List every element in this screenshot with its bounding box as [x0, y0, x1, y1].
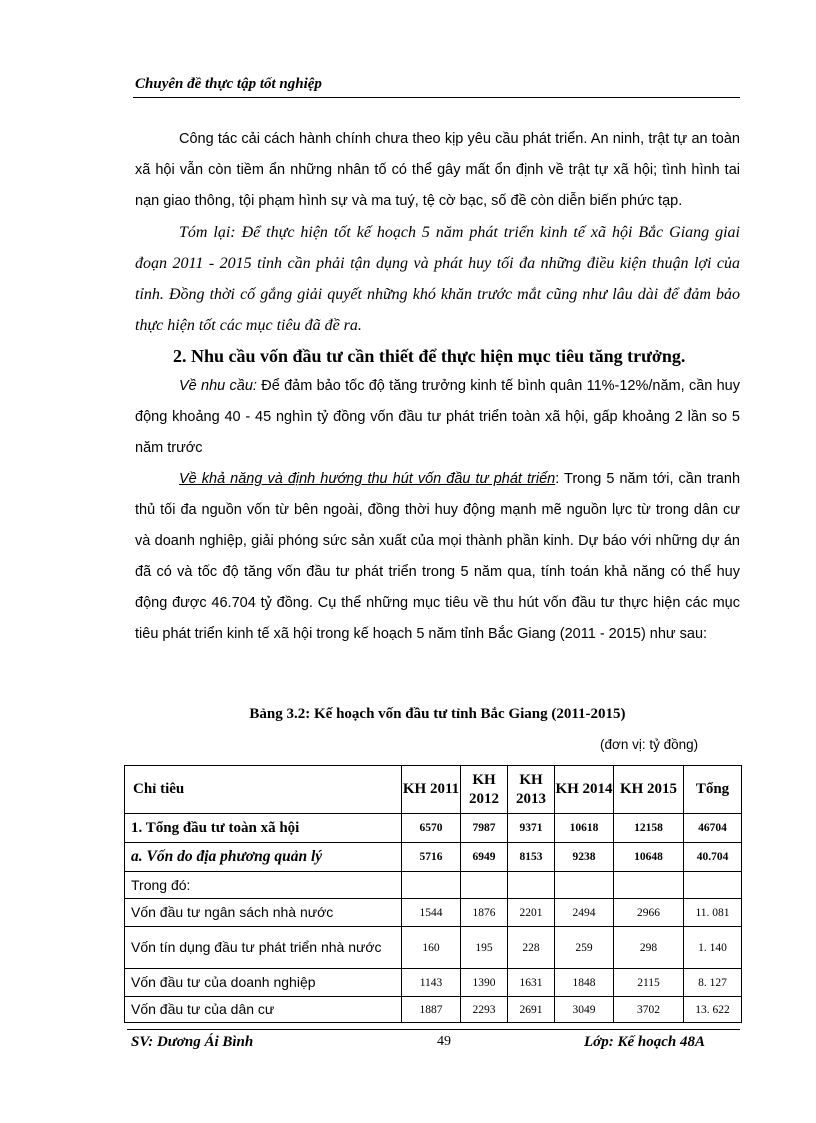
table-cell	[461, 872, 508, 899]
table-cell: 8. 127	[684, 969, 742, 997]
table-cell	[402, 872, 461, 899]
table-row	[125, 969, 742, 997]
table-cell: 195	[461, 927, 508, 969]
table-cell	[555, 872, 614, 899]
footer-student: SV: Dương Ái Bình	[131, 1034, 254, 1050]
table-cell: 2494	[555, 899, 614, 927]
table-cell: 11. 081	[684, 899, 742, 927]
table-cell: 10648	[614, 843, 684, 872]
paragraph-capacity	[135, 464, 740, 650]
table-unit: (đơn vị: tỷ đồng)	[600, 737, 699, 752]
demand-body: Để đảm bảo tốc độ tăng trưởng kinh tế bình quân 11%-12%/năm, cần huy động khoảng 40 - 45 nghìn tỷ đồng vốn đầu tư phát triển toàn xã hội, gấp khoảng 2 lần so 5 năm trước	[135, 378, 740, 456]
table-cell: 3702	[614, 997, 684, 1023]
table-row	[125, 872, 742, 899]
table-cell: 1544	[402, 899, 461, 927]
page-number: 49	[437, 1034, 451, 1049]
investment-table	[124, 765, 742, 1023]
table-row	[125, 814, 742, 843]
header-divider	[133, 97, 740, 98]
section-heading: 2. Nhu cầu vốn đầu tư cần thiết để thực hiện mục tiêu tăng trưởng.	[173, 346, 686, 366]
table-cell: 1887	[402, 997, 461, 1023]
paragraph-demand	[135, 371, 740, 464]
table-cell: 228	[508, 927, 555, 969]
demand-lead: Về nhu cầu:	[179, 378, 257, 394]
table-row	[125, 997, 742, 1023]
table-row	[125, 927, 742, 969]
table-cell: 2115	[614, 969, 684, 997]
table-cell: 7987	[461, 814, 508, 843]
table-cell	[684, 872, 742, 899]
table-cell: 1390	[461, 969, 508, 997]
table-cell: 1. 140	[684, 927, 742, 969]
table-cell: 259	[555, 927, 614, 969]
table-cell: 2201	[508, 899, 555, 927]
header-cell: Tổng	[684, 766, 742, 814]
paragraph-admin-reform: Công tác cải cách hành chính chưa theo kịp yêu cầu phát triển. An ninh, trật tự an toàn xã hội vẫn còn tiềm ẩn những nhân tố có thể gây mất ổn định về trật tự xã hội; tình hình tai nạn giao thông, tội phạm hình sự và ma tuý, tệ cờ bạc, số đề còn diễn biến phức tạp.	[135, 131, 740, 209]
table-cell: 6949	[461, 843, 508, 872]
table-cell: 5716	[402, 843, 461, 872]
table-cell: 46704	[684, 814, 742, 843]
table-cell: 6570	[402, 814, 461, 843]
table-cell: 1848	[555, 969, 614, 997]
row-label: Vốn đầu tư của dân cư	[125, 997, 402, 1023]
document-header-title: Chuyên đề thực tập tốt nghiệp	[135, 76, 322, 92]
header-cell: Chỉ tiêu	[125, 766, 402, 814]
table-cell: 13. 622	[684, 997, 742, 1023]
table-cell: 3049	[555, 997, 614, 1023]
table-cell	[508, 872, 555, 899]
capacity-lead: Về khả năng và định hướng thu hút vốn đầu tư phát triển	[179, 471, 556, 487]
table-cell	[614, 872, 684, 899]
header-cell: KH 2015	[614, 766, 684, 814]
table-row	[125, 843, 742, 872]
table-cell: 160	[402, 927, 461, 969]
header-cell: KH 2012	[461, 766, 508, 814]
table-cell: 1876	[461, 899, 508, 927]
footer-class: Lớp: Kế hoạch 48A	[584, 1034, 705, 1050]
row-label: 1. Tổng đầu tư toàn xã hội	[125, 814, 402, 843]
header-cell: KH 2011	[402, 766, 461, 814]
table-cell: 9371	[508, 814, 555, 843]
table-cell: 2293	[461, 997, 508, 1023]
header-cell: KH 2014	[555, 766, 614, 814]
capacity-body: : Trong 5 năm tới, cần tranh thủ tối đa nguồn vốn từ bên ngoài, đồng thời huy động mạnh mẽ nguồn lực từ trong dân cư và doanh nghiệp, giải phóng sức sản xuất của mọi thành phần kinh. Dự báo với những dự án đã có và tốc độ tăng vốn đầu tư phát triển trong 5 năm qua, tính toán khả năng có thể huy động được 46.704 tỷ đồng. Cụ thể những mục tiêu về thu hút vốn đầu tư thực hiện các mục tiêu phát triển kinh tế xã hội trong kế hoạch 5 năm tỉnh Bắc Giang (2011 - 2015) như sau:	[135, 471, 741, 642]
table-cell: 12158	[614, 814, 684, 843]
table-header-row	[125, 766, 742, 814]
table-cell: 8153	[508, 843, 555, 872]
row-label: Vốn đầu tư của doanh nghiệp	[125, 969, 402, 997]
row-label: Trong đó:	[125, 872, 402, 899]
table-cell: 9238	[555, 843, 614, 872]
table-caption: Bảng 3.2: Kế hoạch vốn đầu tư tỉnh Bắc Giang (2011-2015)	[249, 706, 626, 722]
table-cell: 1143	[402, 969, 461, 997]
table-cell: 298	[614, 927, 684, 969]
body-text-block	[135, 124, 740, 650]
table-cell: 40.704	[684, 843, 742, 872]
row-label: Vốn tín dụng đầu tư phát triển nhà nước	[125, 927, 402, 969]
footer-divider	[127, 1029, 740, 1030]
row-label: Vốn đầu tư ngân sách nhà nước	[125, 899, 402, 927]
table-cell: 1631	[508, 969, 555, 997]
table-row	[125, 899, 742, 927]
header-cell: KH 2013	[508, 766, 555, 814]
table-cell: 2691	[508, 997, 555, 1023]
table-cell: 10618	[555, 814, 614, 843]
paragraph-summary: Tóm lại: Để thực hiện tốt kế hoạch 5 năm phát triển kinh tế xã hội Bắc Giang giai đoạn 2011 - 2015 tỉnh cần phải tận dụng và phát huy tối đa những điều kiện thuận lợi của tỉnh. Đồng thời cố gắng giải quyết những khó khăn trước mắt cũng như lâu dài để đảm bảo thực hiện tốt các mục tiêu đã đề ra.	[135, 224, 740, 334]
row-label: a. Vốn do địa phương quản lý	[125, 843, 402, 872]
table-cell: 2966	[614, 899, 684, 927]
